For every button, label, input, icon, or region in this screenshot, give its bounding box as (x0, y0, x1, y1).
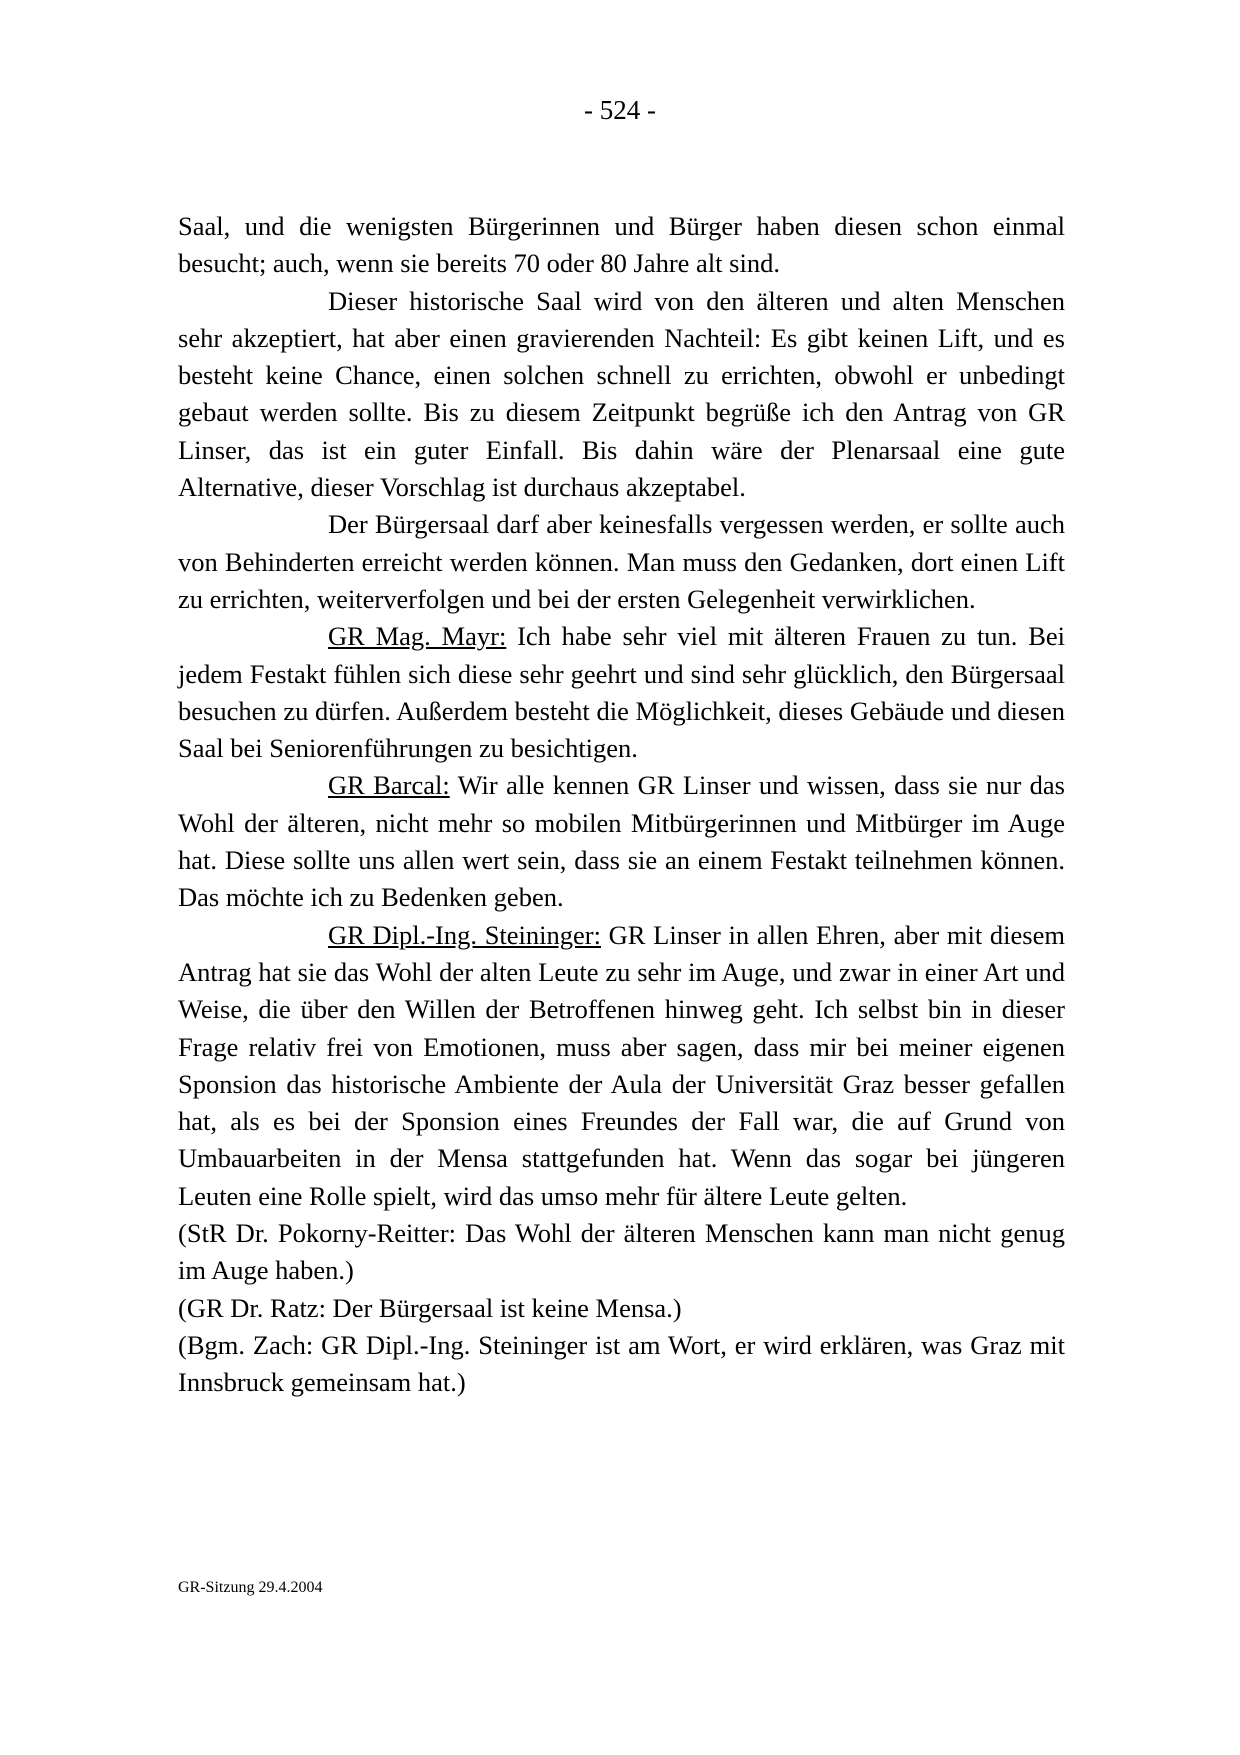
body-text (178, 208, 1065, 1402)
speaker-name: GR Mag. Mayr: (328, 621, 507, 652)
interjection-zach: (Bgm. Zach: GR Dipl.-Ing. Steininger ist am Wort, er wird erklären, was Graz mit Innsbruck gemeinsam hat.) (178, 1329, 1065, 1398)
paragraph-mayr (178, 618, 1065, 767)
interjection-ratz: (GR Dr. Ratz: Der Bürgersaal ist keine Mensa.) (178, 1292, 682, 1323)
paragraph-barcal (178, 767, 1065, 916)
paragraph-text: Saal, und die wenigsten Bürgerinnen und Bürger haben diesen schon einmal besucht; auch, wenn sie bereits 70 oder 80 Jahre alt sind. (178, 211, 1065, 279)
speaker-name: GR Dipl.-Ing. Steininger: (328, 919, 601, 950)
interjection-pokorny-reitter: (StR Dr. Pokorny-Reitter: Das Wohl der älteren Menschen kann man nicht genug im Auge haben.) (178, 1218, 1065, 1286)
paragraph-2 (178, 283, 1065, 507)
paragraph-text: Ich habe sehr viel mit älteren Frauen zu tun. Bei jedem Festakt fühlen sich diese sehr geehrt und sind sehr glücklich, den Bürgersaal besuchen zu dürfen. Außerdem besteht die Möglichkeit, dieses Gebäude und diesen Saal bei Seniorenführungen zu besichtigen. (178, 621, 1065, 764)
page-number: - 524 - (584, 95, 656, 125)
paragraph-steininger (178, 917, 1065, 1215)
paragraph-text: Der Bürgersaal darf aber keinesfalls vergessen werden, er sollte auch von Behinderten erreicht werden können. Man muss den Gedanken, dort einen Lift zu errichten, weiterverfolgen und bei der ersten Gelegenheit verwirklichen. (178, 509, 1065, 614)
speaker-name: GR Barcal: (328, 770, 450, 801)
paragraph-text: Wir alle kennen GR Linser und wissen, dass sie nur das Wohl der älteren, nicht mehr so mobilen Mitbürgerinnen und Mitbürger im Auge hat. Diese sollte uns allen wert sein, dass sie an einem Festakt teilnehmen können. Das möchte ich zu Bedenken geben. (178, 770, 1065, 913)
paragraph-text: GR Linser in allen Ehren, aber mit diesem Antrag hat sie das Wohl der alten Leute zu sehr im Auge, und zwar in einer Art und Weise, die über den Willen der Betroffenen hinweg geht. Ich selbst bin in dieser Frage relativ frei von Emotionen, muss aber sagen, dass mir bei meiner eigenen Sponsion das historische Ambiente der Aula der Universität Graz besser gefallen hat, als es bei der Sponsion eines Freundes der Fall war, die auf Grund von Umbauarbeiten in der Mensa stattgefunden hat. Wenn das sogar bei jüngeren Leuten eine Rolle spielt, wird das umso mehr für ältere Leute gelten. (178, 919, 1065, 1211)
paragraph-text: Dieser historische Saal wird von den älteren und alten Menschen sehr akzeptiert, hat aber einen gravierenden Nachteil: Es gibt keinen Lift, und es besteht keine Chance, einen solchen schnell zu errichten, obwohl er unbedingt gebaut werden sollte. Bis zu diesem Zeitpunkt begrüße ich den Antrag von GR Linser, das ist ein guter Einfall. Bis dahin wäre der Plenarsaal eine gute Alternative, dieser Vorschlag ist durchaus akzeptabel. (178, 285, 1065, 503)
paragraph-1 (178, 208, 1065, 283)
footer-session-date: GR-Sitzung 29.4.2004 (178, 1579, 323, 1596)
paragraph-3 (178, 506, 1065, 618)
